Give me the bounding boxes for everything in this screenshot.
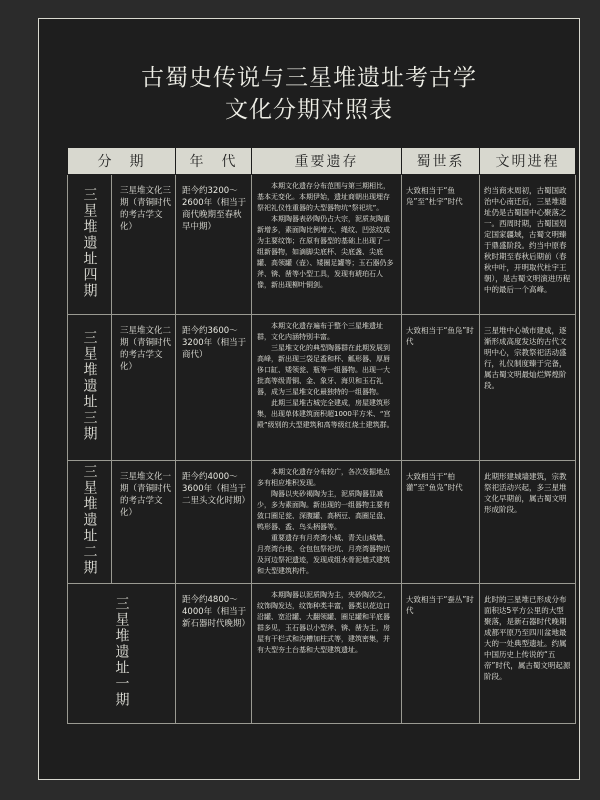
phase-cell: 三星堆遗址二期: [68, 461, 112, 584]
civilization-cell: 约当商末周初，古蜀国政治中心南迁后，三星堆遗址仍是古蜀国中心聚落之一。西周时期，古蜀国划定国家疆域，古蜀文明臻于鼎盛阶段。约当中原春秋时期至春秋后期前（春秋中叶，开明取代杜宇王朝），是古蜀文明演进历程中的最后一个高峰。: [480, 175, 576, 315]
culture-name-cell: 三星堆文化一期（青铜时代的考古学文化）: [112, 461, 176, 584]
shu-lineage-cell: 大致相当于“柏灌”至“鱼凫”时代: [402, 461, 480, 584]
phase-cell: 三星堆遗址三期: [68, 315, 112, 461]
years-cell: 距今约4000～3600年（相当于二里头文化时期）: [176, 461, 252, 584]
phase-cell: 三星堆遗址四期: [68, 175, 112, 315]
relic-paragraph: 本期陶器表砂陶仍占大宗，泥质灰陶重新增多，素面陶比例增大，绳纹、凹弦纹成为主要纹饰；在原有器型的基础上出现了一组新器物，如滴脚尖底杯、尖底盏、尖底罐、高领罐（壶）、矮圈足罐等；玉石器仍多斧、锛、凿等小型工具，发现有琥珀石人像，新出现柳叶铜剑。: [257, 215, 394, 289]
relics-cell: [252, 461, 402, 584]
header-period: 分 期: [68, 148, 176, 175]
relic-paragraph: 本期文化遗存分布范围与第三期相比，基本无变化。本期伊始，遗址商朝出现埋存祭祀礼仪性重器的大型器物坑“祭祀坑”。: [257, 182, 390, 212]
relic-paragraph: 本期文化遗存遍布于整个三星堆遗址群，文化内涵特别丰富。: [257, 322, 383, 341]
header-civilization: 文明进程: [480, 148, 576, 175]
panel-title-line2: 文化分期对照表: [225, 97, 393, 123]
relic-paragraph: 本期陶器以泥质陶为主，夹砂陶次之，纹饰陶发达，纹饰种类丰富，器类以花边口沿罐、宽沿罐、大翻领罐、圈足罐和平底器群多见，玉石器以小型斧、锛、凿为主，房屋有干栏式和沟槽加柱式等，建筑密集，并有大型夯土台基和大型建筑遗址。: [257, 591, 390, 654]
culture-name-cell: 三星堆文化三期（青铜时代的考古学文化）: [112, 175, 176, 315]
years-cell: 距今约3200～2600年（相当于商代晚期至春秋早中期）: [176, 175, 252, 315]
table-row: [68, 461, 576, 584]
culture-name-cell: 三星堆文化二期（青铜时代的考古学文化）: [112, 315, 176, 461]
exhibit-panel: [38, 18, 580, 780]
table-row: [68, 584, 576, 724]
years-cell: 距今约3600～3200年（相当于商代）: [176, 315, 252, 461]
header-shu-lineage: 蜀世系: [402, 148, 480, 175]
phase-cell: 三星堆遗址一期: [68, 584, 176, 724]
relic-paragraph: 陶器以夹砂褐陶为主，泥质陶器显减少，多为素面陶。新出现的一组器物主要有敛口圈足瓮、深腹罐、高柄豆、高圈足盘、鸭形器、盉、鸟头柄器等。: [257, 490, 390, 531]
civilization-cell: 此时的三星堆已形成分布面积达5平方公里的大型聚落，是新石器时代晚期成都平原乃至四川盆地最大的一处典型遗址。约属中国历史上传说的“五帝”时代，属古蜀文明起源阶段。: [480, 584, 576, 724]
shu-lineage-cell: 大致相当于“鱼凫”至“杜宇”时代: [402, 175, 480, 315]
table-row: [68, 315, 576, 461]
relics-cell: [252, 175, 402, 315]
relic-paragraph: 此期三星堆古城完全建成，房屋建筑形集，出现单体建筑面积超1000平方米、“宫殿”级别的大型建筑和高等级红烧土建筑群。: [257, 399, 394, 429]
civilization-cell: 此期形建城墙建筑，宗教祭祀活动兴起，多三星堆文化早期前，属古蜀文明形成阶段。: [480, 461, 576, 584]
relics-cell: [252, 584, 402, 724]
table-header-row: [68, 148, 576, 175]
relics-cell: [252, 315, 402, 461]
shu-lineage-cell: 大致相当于“鱼凫”时代: [402, 315, 480, 461]
relic-paragraph: 重要遗存有月亮湾小城、青关山城墙、月亮湾台地、仓包包祭祀坑、月亮湾器物坑及河边祭祀遗迹，发现成组水骨泥墙式建筑和大型建筑构件。: [257, 534, 390, 575]
table-row: [68, 175, 576, 315]
shu-lineage-cell: 大致相当于“蚕丛”时代: [402, 584, 480, 724]
header-relics: 重要遗存: [252, 148, 402, 175]
panel-title-line1: 古蜀史传说与三星堆遗址考古学: [141, 65, 477, 91]
years-cell: 距今约4800～4000年（相当于新石器时代晚期）: [176, 584, 252, 724]
relic-paragraph: 本期文化遗存分布较广，各次发掘地点多有相应堆积发现。: [257, 468, 390, 487]
header-years: 年 代: [176, 148, 252, 175]
relic-paragraph: 三星堆文化的典型陶器群在此期发展到高峰，新出现三袋足盉和杯、觚形器、厚唇侈口缸、矮领瓮、瓶等一组器物。出现一大批高等级青铜、金、象牙、海贝和玉石礼器，成为三星堆文化最独特的一组器物。: [257, 344, 390, 396]
civilization-cell: 三星堆中心城市建成，逐渐形成高度发达的古代文明中心，宗教祭祀活动盛行，礼仪制度臻于完备，属古蜀文明最灿烂辉煌阶段。: [480, 315, 576, 461]
period-comparison-table: [67, 147, 576, 724]
